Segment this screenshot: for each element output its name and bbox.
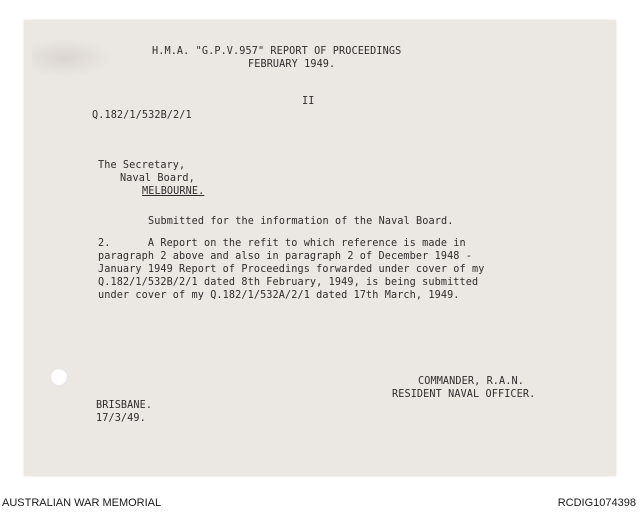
document-page (24, 20, 616, 476)
punch-hole (50, 368, 68, 386)
report-heading: H.M.A. "G.P.V.957" REPORT OF PROCEEDINGS (152, 46, 402, 57)
paragraph-2-line-2: paragraph 2 above and also in paragraph 2 of December 1948 - (98, 251, 473, 262)
footer-identifier: RCDIG1074398 (557, 497, 636, 509)
footer-source: AUSTRALIAN WAR MEMORIAL (2, 497, 162, 509)
section-number: II (302, 96, 315, 107)
paragraph-2-line-4: Q.182/1/532B/2/1 dated 8th February, 1949, is being submitted (98, 277, 479, 288)
paragraph-2-line-1: 2. A Report on the refit to which reference is made in (98, 238, 466, 249)
reference-number: Q.182/1/532B/2/1 (92, 110, 192, 121)
address-line-3: MELBOURNE. (142, 186, 205, 197)
paragraph-2-line-3: January 1949 Report of Proceedings forwarded under cover of my (98, 264, 485, 275)
address-line-2: Naval Board, (120, 173, 195, 184)
date: 17/3/49. (96, 413, 146, 424)
paper-smudge (32, 38, 112, 78)
address-line-1: The Secretary, (98, 160, 186, 171)
signature-rank: COMMANDER, R.A.N. (418, 376, 524, 387)
place: BRISBANE. (96, 400, 153, 411)
paragraph-2-line-5: under cover of my Q.182/1/532A/2/1 dated 17th March, 1949. (98, 290, 460, 301)
submitted-line: Submitted for the information of the Naval Board. (148, 216, 454, 227)
report-month: FEBRUARY 1949. (248, 59, 336, 70)
signature-title: RESIDENT NAVAL OFFICER. (392, 389, 536, 400)
